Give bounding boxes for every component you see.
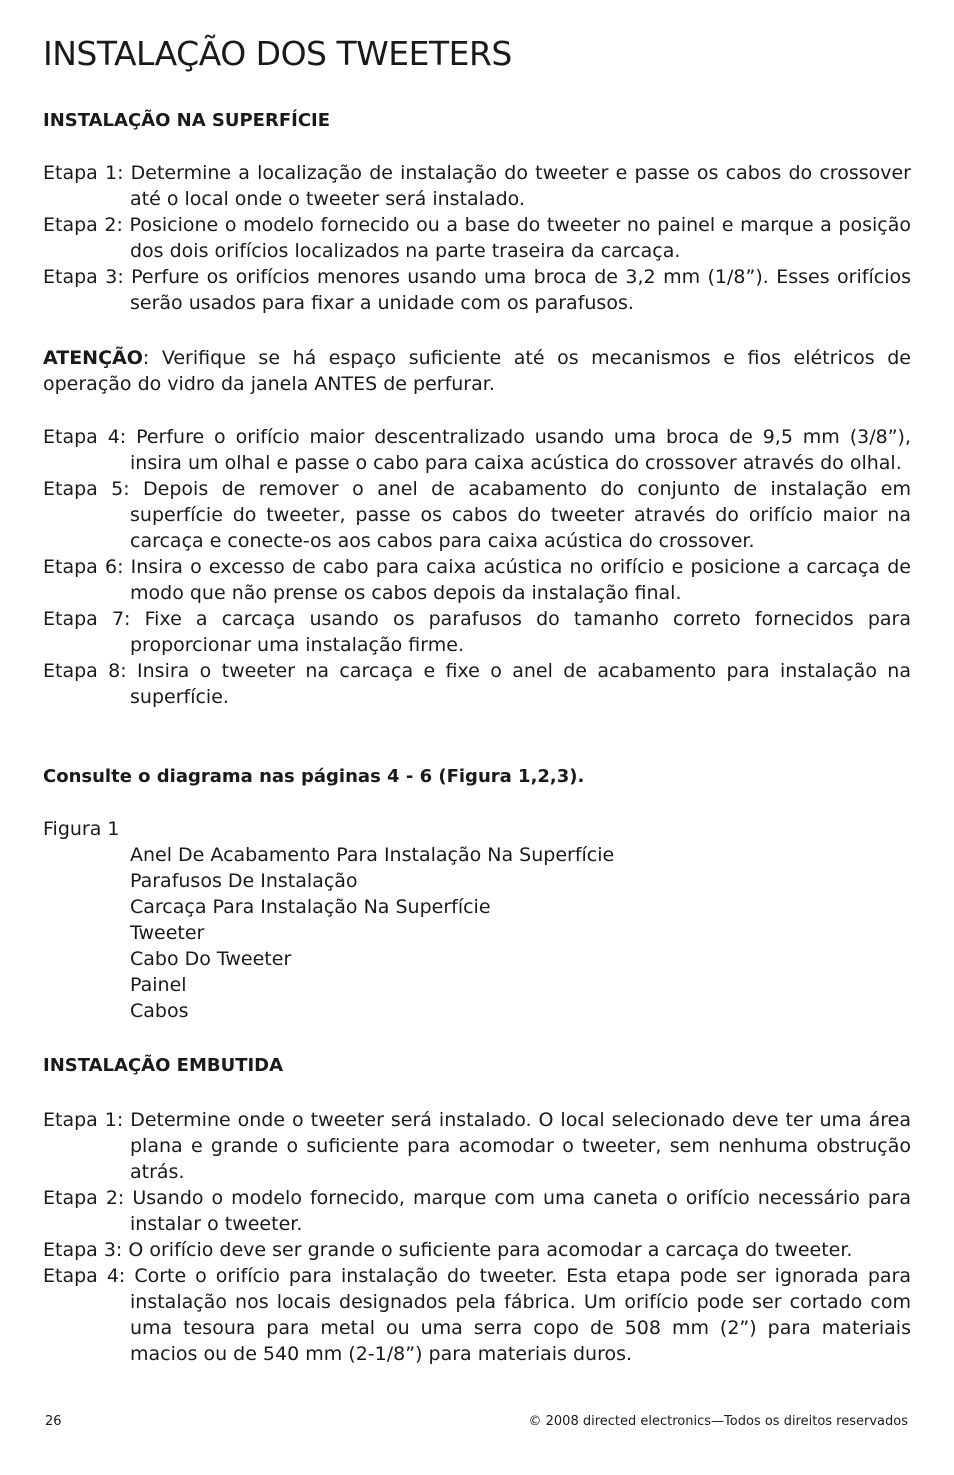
- step-paragraph: Etapa 2: Posicione o modelo fornecido ou a base do tweeter no painel e marque a posição dos dois orifícios localizados na parte traseira da carcaça.: [43, 214, 911, 262]
- step-paragraph: Etapa 1: Determine onde o tweeter será instalado. O local selecionado deve ter uma área plana e grande o suficiente para acomodar o tweeter, sem nenhuma obstrução atrás.: [43, 1109, 911, 1183]
- step-paragraph: Etapa 3: Perfure os orifícios menores usando uma broca de 3,2 mm (1/8”). Esses orifícios serão usados para fixar a unidade com os parafusos.: [43, 266, 911, 314]
- step-paragraph: Etapa 2: Usando o modelo fornecido, marque com uma caneta o orifício necessário para instalar o tweeter.: [43, 1187, 911, 1235]
- figure-label: Figura 1: [43, 818, 120, 840]
- section-heading-surface: INSTALAÇÃO NA SUPERFÍCIE: [43, 110, 331, 131]
- step-paragraph: Etapa 4: Corte o orifício para instalação do tweeter. Esta etapa pode ser ignorada para instalação nos locais designados pela fábrica. Um orifício pode ser cortado com uma tesoura para metal ou uma serra copo de 508 mm (2”) para materiais macios ou de 540 mm (2-1/8”) para materiais duros.: [43, 1265, 911, 1365]
- figure-item: Anel De Acabamento Para Instalação Na Superfície: [130, 844, 615, 866]
- step-paragraph: Etapa 7: Fixe a carcaça usando os parafusos do tamanho correto fornecidos para proporcionar uma instalação firme.: [43, 608, 911, 656]
- surface-steps-4-8: [43, 424, 911, 710]
- page-number: 26: [45, 1414, 62, 1429]
- step-paragraph: Etapa 8: Insira o tweeter na carcaça e fixe o anel de acabamento para instalação na superfície.: [43, 660, 911, 708]
- figure-item: Carcaça Para Instalação Na Superfície: [130, 896, 491, 918]
- figure-item: Parafusos De Instalação: [130, 870, 358, 892]
- step-paragraph: Etapa 4: Perfure o orifício maior descentralizado usando uma broca de 9,5 mm (3/8”), insira um olhal e passe o cabo para caixa acústica do crossover através do olhal.: [43, 426, 911, 474]
- figure-item: Cabos: [130, 1000, 189, 1022]
- step-paragraph: Etapa 1: Determine a localização de instalação do tweeter e passe os cabos do crossover até o local onde o tweeter será instalado.: [43, 162, 911, 210]
- figure-legend: [43, 816, 911, 1024]
- step-paragraph: Etapa 6: Insira o excesso de cabo para caixa acústica no orifício e posicione a carcaça de modo que não prense os cabos depois da instalação final.: [43, 556, 911, 604]
- step-paragraph: Etapa 3: O orifício deve ser grande o suficiente para acomodar a carcaça do tweeter.: [43, 1239, 853, 1261]
- step-paragraph: Etapa 5: Depois de remover o anel de acabamento do conjunto de instalação em superfície do tweeter, passe os cabos do tweeter através do orifício maior na carcaça e conecte-os aos cabos para caixa acústica do crossover.: [43, 478, 911, 552]
- figure-item: Cabo Do Tweeter: [130, 948, 292, 970]
- warning-text: : Verifique se há espaço suficiente até os mecanismos e fios elétricos de operação do vidro da janela ANTES de perfurar.: [43, 347, 911, 395]
- page-title: INSTALAÇÃO DOS TWEETERS: [43, 34, 512, 73]
- surface-steps-1-3: [43, 160, 911, 316]
- figure-item: Painel: [130, 974, 187, 996]
- section-heading-flush: INSTALAÇÃO EMBUTIDA: [43, 1055, 284, 1076]
- flush-steps: [43, 1107, 911, 1367]
- copyright-notice: © 2008 directed electronics—Todos os direitos reservados: [528, 1414, 908, 1429]
- warning-note: [43, 345, 911, 397]
- figure-item: Tweeter: [130, 922, 205, 944]
- warning-label: ATENÇÃO: [43, 347, 143, 369]
- diagram-reference: Consulte o diagrama nas páginas 4 - 6 (Figura 1,2,3).: [43, 766, 585, 787]
